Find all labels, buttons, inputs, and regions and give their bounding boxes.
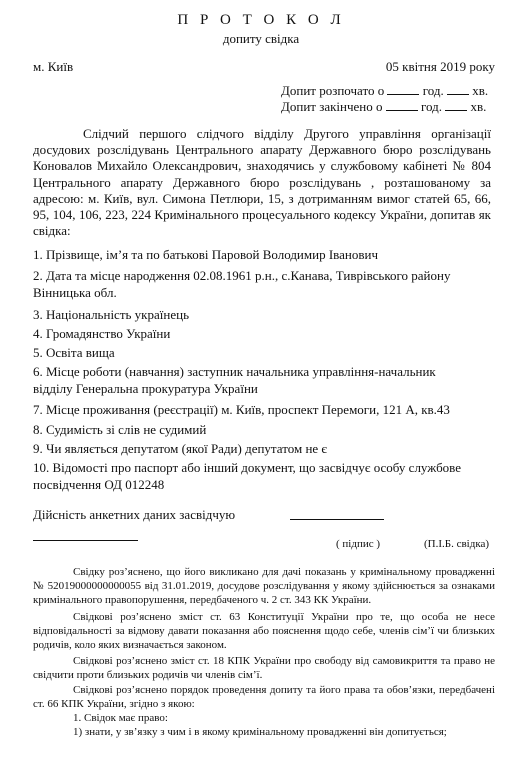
item-birth-region: Вінницька обл.	[33, 285, 117, 300]
item-citizenship: 4. Громадянство України	[33, 326, 171, 341]
attest-signature-line	[290, 519, 384, 520]
item-name: 1. Прізвище, ім’я та по батькові Паровой Володимир Іванович	[33, 247, 378, 262]
item-residence: 7. Місце проживання (реєстрації) м. Київ, проспект Перемоги, 121 А, кв.43	[33, 402, 450, 417]
document-subtitle: допиту свідка	[222, 31, 300, 46]
right-one: 1) знати, у зв’язку з чим і в якому кримінальному провадженні він допитується;	[73, 726, 447, 739]
protocol-date: 05 квітня 2019 року	[385, 59, 495, 74]
item-workplace-org: відділу Генеральна прокуратура України	[33, 381, 258, 396]
start-time-line	[281, 83, 488, 99]
document-title: П Р О Т О К О Л	[177, 12, 345, 28]
explanation-self-incrimination: Свідкові роз’яснено зміст ст. 18 КПК України про свободу від самовикриття та право не свідчити проти близьких родичів чи членів сім’ї.	[33, 655, 495, 682]
name-caption: (П.І.Б. свідка)	[424, 538, 490, 550]
attest-label: Дійсність анкетних даних засвідчую	[33, 507, 236, 522]
end-hour-blank	[386, 100, 418, 111]
start-hour-blank	[387, 84, 419, 95]
rights-heading: 1. Свідок має право:	[73, 712, 168, 725]
start-minute-unit: хв.	[472, 83, 489, 98]
intro-text: Слідчий першого слідчого відділу Другого управління організації досудових розслідувань Центрального апарату Державного бюро розслідувань Коновалов Михайло Олександрович, знаходячись у службовому кабінеті № 804 Центрального апарату Державного бюро розслідувань , розташованому за адресою: м. Київ, вул. Симона Петлюри, 15, з дотриманням вимог статей 65, 66, 95, 104, 106, 223, 224 Кримінального процесуального кодексу України, допитав як свідка:	[33, 126, 491, 239]
witness-name-line	[33, 540, 138, 541]
item-birth: 2. Дата та місце народження 02.08.1961 р.н., с.Канава, Тиврівського району	[33, 268, 451, 283]
end-time-line	[281, 99, 486, 115]
explanation-constitution: Свідкові роз’яснено зміст ст. 63 Конституції України про те, що особа не несе відповідальності за відмову давати показання або пояснення щодо себе, членів сім’ї чи близьких родичів, коло яких визначається законом.	[33, 610, 495, 652]
item-workplace: 6. Місце роботи (навчання) заступник начальника управління-начальник	[33, 364, 436, 379]
start-hour-unit: год.	[422, 83, 444, 98]
item-deputy: 9. Чи являється депутатом (якої Ради) депутатом не є	[33, 441, 327, 456]
explanation-case: Свідку роз’яснено, що його викликано для дачі показань у кримінальному провадженні № 52019000000000055 від 31.01.2019, досудове розслідування у якому здійснюється за ознаками кримінального правопорушення, передбаченого ч. 2 ст. 343 КК України.	[33, 566, 495, 607]
explanation-rights: Свідкові роз’яснено порядок проведення допиту та його права та обов’язки, передбачені ст. 66 КПК України, згідно з якою:	[33, 683, 495, 710]
end-minute-blank	[445, 100, 467, 111]
item-passport-number: посвідчення ОД 012248	[33, 477, 165, 492]
explanations	[33, 565, 495, 739]
item-passport: 10. Відомості про паспорт або інший документ, що засвідчує особу службове	[33, 460, 462, 475]
item-education: 5. Освіта вища	[33, 345, 115, 360]
end-hour-unit: год.	[421, 99, 443, 114]
item-nationality: 3. Національність українець	[33, 307, 189, 322]
city: м. Київ	[33, 59, 74, 74]
end-time-label: Допит закінчено о	[281, 99, 383, 114]
item-criminal-record: 8. Судимість зі слів не судимий	[33, 422, 207, 437]
signature-caption: ( підпис )	[336, 538, 381, 550]
end-minute-unit: хв.	[470, 99, 487, 114]
start-time-label: Допит розпочато о	[281, 83, 385, 98]
start-minute-blank	[447, 84, 469, 95]
intro-paragraph	[33, 126, 491, 239]
